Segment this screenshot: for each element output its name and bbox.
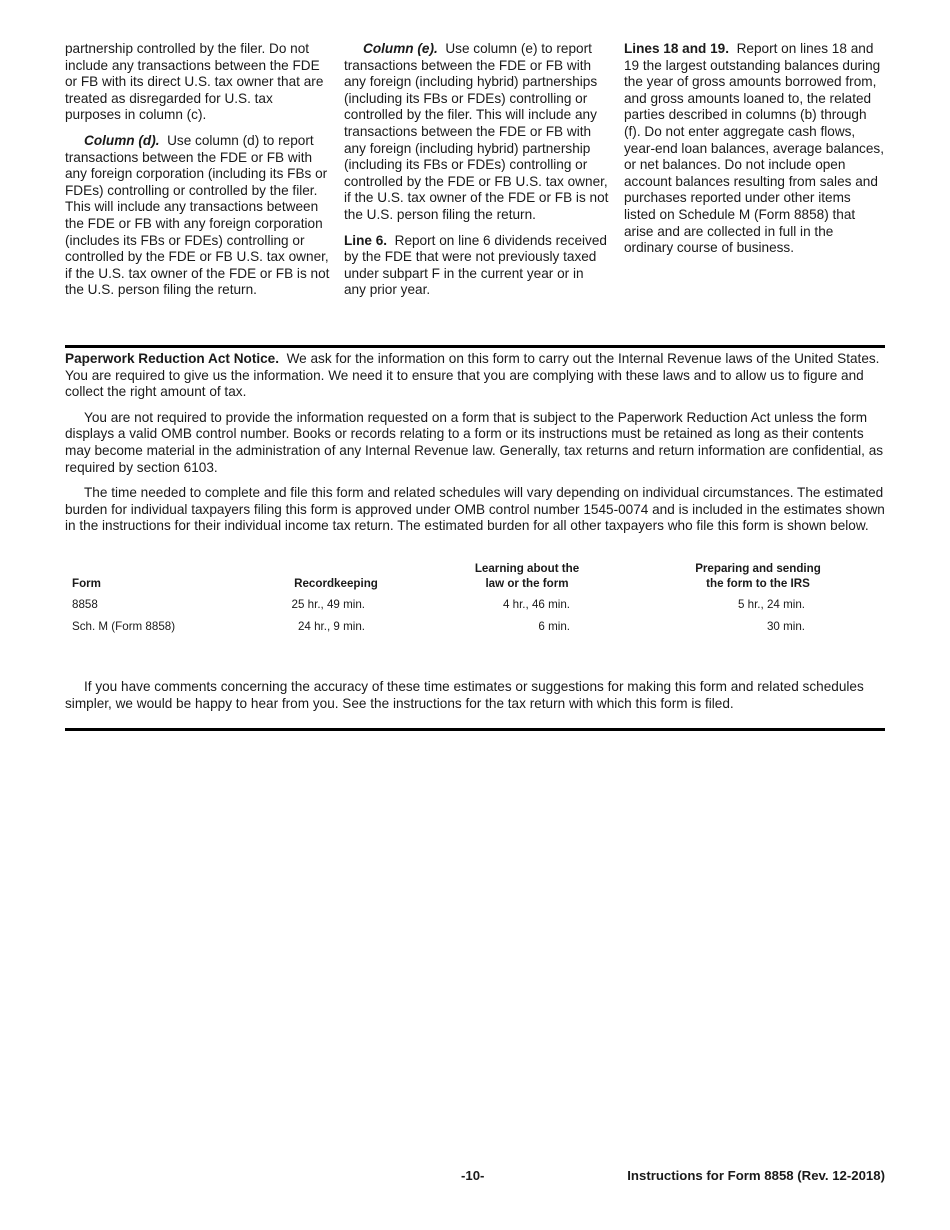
table-row [65, 620, 885, 636]
table-row [65, 598, 885, 614]
column-left [65, 41, 330, 299]
header-preparing-line-1: Preparing and sending [695, 562, 821, 575]
cell-learning: 4 hr., 46 min. [502, 598, 570, 611]
notice-paragraph-3: The time needed to complete and file this form and related schedules will vary depending on individual circumstances. The estimated burden for individual taxpayers filing this form is approved under OMB control number 1545-0074 and is included in the estimates shown in the instructions for their individual income tax return. The estimated burden for all other taxpayers who file this form is shown below. [65, 485, 885, 534]
col1-paragraph-1: partnership controlled by the filer. Do not include any transactions between the FDE or FB with its direct U.S. tax owner that are treated as disregarded for U.S. tax purposes in column (c). [65, 41, 324, 123]
notice-text: We ask for the information on this form to carry out the Internal Revenue laws of the United States. You are required to give us the information. We need it to ensure that you are complying with these laws and to allow us to figure and collect the right amount of tax. [65, 351, 880, 400]
cell-form: 8858 [72, 598, 98, 611]
col1-paragraph-column-d [65, 133, 330, 299]
notice-paragraph-1 [65, 351, 885, 401]
column-e-heading: Column (e). [363, 41, 438, 56]
line-6-heading: Line 6. [344, 232, 388, 248]
col2-paragraph-line-6 [344, 233, 609, 299]
header-learning [460, 561, 594, 591]
section-divider-bottom [65, 728, 885, 731]
cell-form: Sch. M (Form 8858) [72, 620, 176, 633]
notice-heading: Paperwork Reduction Act Notice. [65, 351, 280, 366]
section-divider-top [65, 345, 885, 348]
cell-preparing: 30 min. [766, 620, 805, 633]
form-reference: Instructions for Form 8858 (Rev. 12-2018) [627, 1168, 885, 1183]
col2-paragraph-column-e [344, 41, 609, 224]
header-learning-line-2: law or the form [485, 577, 569, 590]
column-middle [344, 41, 609, 299]
lines-18-19-text: Report on lines 18 and 19 the largest outstanding balances during the year of gross amounts borrowed from, and gross amounts loaned to, the related parties described in columns (b) through (f). Do not enter aggregate cash flows, year-end loan balances, average balances, or net balances. Do not include open account balances resulting from sales and purchases reported under other items listed on Schedule M (Form 8858) that arise and are collected in full in the ordinary course of business. [624, 41, 884, 256]
col3-paragraph-lines-18-19 [624, 41, 886, 257]
cell-preparing: 5 hr., 24 min. [737, 598, 805, 611]
page-number: -10- [461, 1168, 485, 1183]
paperwork-reduction-notice [65, 351, 885, 535]
header-preparing [682, 561, 834, 591]
comments-paragraph [65, 679, 885, 712]
column-d-heading: Column (d). [84, 132, 160, 148]
instruction-columns [65, 41, 885, 341]
header-recordkeeping: Recordkeeping [294, 577, 378, 590]
cell-recordkeeping: 24 hr., 9 min. [297, 620, 365, 633]
notice-paragraph-2: You are not required to provide the information requested on a form that is subject to the Paperwork Reduction Act unless the form displays a valid OMB control number. Books or records relating to a form or its instructions must be retained as long as their contents may become material in the administration of any Internal Revenue law. Generally, tax returns and return information are confidential, as required by section 6103. [65, 409, 884, 475]
column-right [624, 41, 886, 257]
line-6-text: Report on line 6 dividends received by the FDE that were not previously taxed under subpart F in the current year or in any prior year. [344, 232, 607, 298]
comments-text: If you have comments concerning the accuracy of these time estimates or suggestions for making this form and related schedules simpler, we would be happy to hear from you. See the instructions for the tax return with which this form is filed. [65, 679, 864, 711]
lines-18-19-heading: Lines 18 and 19. [624, 41, 730, 56]
page-footer [65, 1168, 885, 1186]
header-form: Form [72, 577, 101, 590]
column-e-text: Use column (e) to report transactions between the FDE or FB with any foreign (including hybrid) partnerships (including its FBs or FDEs) controlling or controlled by the filer. This will include any transactions between the FDE or FB with any foreign (including hybrid) partnership (including its FBs or FDEs) controlling or controlled by the FDE or FB U.S. tax owner, if the U.S. tax owner of the FDE or FB is not the U.S. person filing the return. [344, 41, 609, 222]
column-d-text: Use column (d) to report transactions between the FDE or FB with any foreign corporation (including its FBs or FDEs) controlling or controlled by the filer. This will include any transactions between the FDE or FB with any foreign corporation (includes its FBs or FDEs) controlling or controlled by the FDE or FB U.S. tax owner, if the U.S. tax owner of the FDE or FB is not the U.S. person filing the return. [65, 132, 330, 298]
cell-learning: 6 min. [538, 620, 570, 633]
header-learning-line-1: Learning about the [474, 562, 580, 575]
header-preparing-line-2: the form to the IRS [706, 577, 810, 590]
cell-recordkeeping: 25 hr., 49 min. [291, 598, 365, 611]
